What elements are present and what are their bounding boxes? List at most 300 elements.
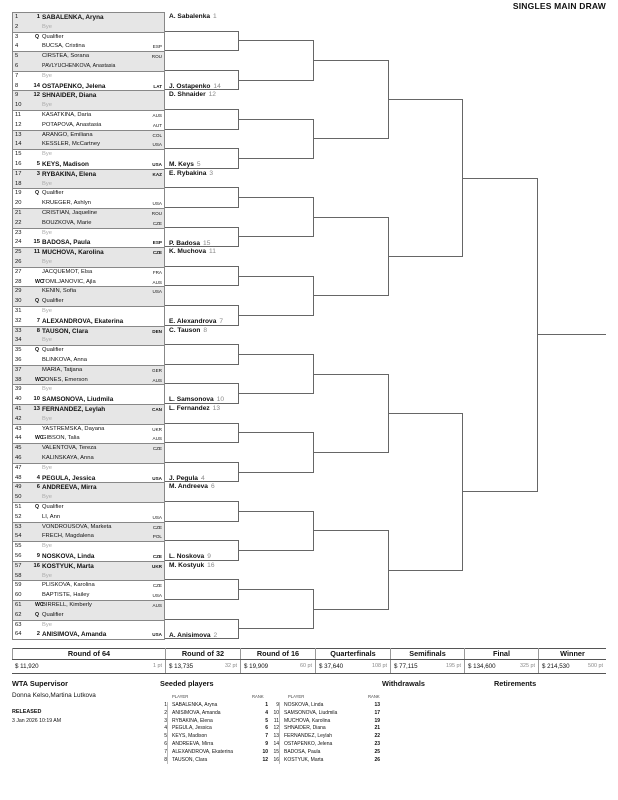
draw-position: 18 bbox=[15, 180, 22, 187]
player-name: Bye bbox=[42, 151, 52, 158]
draw-position: 4 bbox=[15, 43, 19, 50]
country-code: AUS bbox=[152, 377, 162, 383]
bracket-line bbox=[165, 344, 238, 345]
draw-position: 62 bbox=[15, 611, 22, 618]
entry-type: Q bbox=[35, 611, 40, 618]
released-date: 3 Jan 2026 10:19 AM bbox=[12, 718, 62, 724]
draw-player bbox=[13, 121, 164, 130]
seed-index: 11 bbox=[273, 717, 279, 724]
bracket-line bbox=[462, 491, 537, 492]
player-name: RYBAKINA, Elena bbox=[42, 170, 97, 178]
winner-name: A. Anisimova bbox=[169, 631, 211, 639]
seed-player-name: ANISIMOVA, Amanda bbox=[172, 709, 221, 716]
draw-position: 47 bbox=[15, 464, 22, 471]
winner-seed: 12 bbox=[208, 91, 216, 99]
player-name: BOUZKOVA, Marie bbox=[42, 219, 92, 226]
player-name: VONDROUSOVA, Marketa bbox=[42, 523, 112, 530]
round-header: Round of 32 bbox=[165, 648, 240, 659]
seed-rank: 7 bbox=[265, 733, 268, 740]
bracket-line bbox=[313, 452, 388, 453]
player-name: SAMSONOVA, Liudmila bbox=[42, 396, 114, 404]
player-name: Qualifier bbox=[42, 611, 64, 618]
round-of-32-winner bbox=[169, 562, 215, 570]
player-name: TAUSON, Clara bbox=[42, 327, 89, 335]
draw-position: 45 bbox=[15, 445, 22, 452]
draw-position: 55 bbox=[15, 543, 22, 550]
country-code: CZE bbox=[152, 220, 162, 226]
winner-seed: 10 bbox=[216, 396, 225, 404]
seed-rank: 1 bbox=[265, 702, 268, 708]
prize-money: $ 11,920 bbox=[15, 663, 39, 670]
player-name: ARANGO, Emiliana bbox=[42, 131, 93, 138]
draw-player bbox=[13, 552, 164, 561]
draw-player bbox=[13, 562, 164, 572]
round-of-32-winner bbox=[169, 475, 205, 483]
seed-index: 14 bbox=[273, 741, 279, 747]
draw-position: 9 bbox=[15, 92, 19, 99]
seed-row bbox=[272, 749, 384, 757]
prize-money: $ 13,735 bbox=[169, 663, 194, 670]
draw-position: 33 bbox=[15, 327, 22, 334]
round-of-64-column bbox=[12, 12, 165, 640]
prize-money: $ 214,530 bbox=[542, 663, 570, 670]
seed-index: 5 bbox=[160, 733, 168, 741]
seed-number: 3 bbox=[36, 170, 40, 177]
entry-type: WC bbox=[35, 278, 44, 285]
draw-position: 7 bbox=[15, 72, 19, 79]
draw-player bbox=[13, 82, 164, 91]
seed-index: 15 bbox=[273, 748, 279, 755]
bracket-line bbox=[165, 579, 238, 580]
round-prize bbox=[12, 660, 165, 673]
draw-match bbox=[12, 580, 165, 600]
seed-index: 9 bbox=[272, 702, 280, 710]
seed-row bbox=[272, 718, 384, 726]
player-name: Bye bbox=[42, 621, 52, 628]
seed-row bbox=[272, 710, 384, 718]
country-code: USA bbox=[152, 289, 162, 295]
country-code: USA bbox=[152, 632, 162, 638]
draw-player bbox=[13, 611, 164, 620]
country-code: AUS bbox=[152, 279, 162, 285]
draw-position: 1 bbox=[15, 14, 19, 20]
draw-match bbox=[12, 286, 165, 306]
seed-number: 12 bbox=[33, 92, 40, 99]
country-code: USA bbox=[152, 514, 162, 520]
draw-position: 37 bbox=[15, 366, 22, 373]
seed-player-name: NOSKOVA, Linda bbox=[284, 702, 324, 708]
winner-name: L. Fernandez bbox=[169, 405, 210, 412]
draw-position: 39 bbox=[15, 386, 22, 393]
player-name: KALINSKAYA, Anna bbox=[42, 454, 94, 461]
draw-match bbox=[12, 306, 165, 326]
draw-player bbox=[13, 101, 164, 110]
player-name: Bye bbox=[42, 572, 52, 579]
draw-match bbox=[12, 561, 165, 581]
draw-player bbox=[13, 131, 164, 141]
seed-rank: 17 bbox=[374, 709, 380, 716]
seed-rank: 21 bbox=[374, 725, 380, 732]
player-name: Bye bbox=[42, 308, 52, 314]
draw-match bbox=[12, 404, 165, 424]
seed-player-name: OSTAPENKO, Jelena bbox=[284, 741, 333, 747]
bracket-line bbox=[388, 99, 462, 100]
draw-position: 17 bbox=[15, 170, 22, 177]
bracket-line bbox=[388, 256, 462, 257]
seed-player-name: ANDREEVA, Mirra bbox=[172, 741, 214, 747]
draw-position: 22 bbox=[15, 219, 22, 226]
winner-name: L. Samsonova bbox=[169, 396, 214, 404]
player-name: GIBSON, Talia bbox=[42, 435, 80, 442]
draw-player bbox=[13, 493, 164, 502]
draw-player bbox=[13, 376, 164, 385]
supervisor-names: Donna Kelso,Martina Lutkova bbox=[12, 692, 96, 699]
prize-money-table bbox=[12, 648, 606, 674]
draw-match bbox=[12, 90, 165, 110]
draw-player bbox=[13, 621, 164, 631]
winner-seed: 3 bbox=[209, 169, 214, 177]
ranking-points: 1 pt bbox=[153, 663, 162, 669]
seed-player-name: SHNAIDER, Diana bbox=[284, 725, 326, 732]
seed-rank: 10 bbox=[262, 748, 268, 755]
country-code: USA bbox=[152, 201, 162, 207]
player-name: OSTAPENKO, Jelena bbox=[42, 82, 106, 90]
round-prize bbox=[538, 660, 606, 673]
draw-match bbox=[12, 149, 165, 169]
draw-player bbox=[13, 385, 164, 395]
prize-money: $ 37,640 bbox=[319, 663, 344, 670]
draw-position: 24 bbox=[15, 239, 22, 246]
player-name: Bye bbox=[42, 258, 52, 265]
player-name: FERNANDEZ, Leylah bbox=[42, 406, 106, 413]
winner-name: M. Kostyuk bbox=[169, 561, 205, 569]
player-name: MARIA, Tatjana bbox=[42, 366, 83, 373]
country-code: CZE bbox=[152, 524, 162, 530]
rank-col-header: RANK bbox=[368, 694, 380, 699]
draw-position: 54 bbox=[15, 533, 22, 540]
seed-player-name: PEGULA, Jessica bbox=[172, 725, 212, 732]
draw-match bbox=[12, 541, 165, 561]
round-of-32-winner bbox=[169, 248, 216, 256]
bracket-line bbox=[165, 227, 238, 228]
draw-player bbox=[13, 523, 164, 533]
draw-position: 51 bbox=[15, 504, 22, 510]
winner-seed: 13 bbox=[212, 405, 221, 412]
bracket-line bbox=[238, 628, 313, 629]
round-header: Semifinals bbox=[390, 648, 464, 659]
seed-number: 4 bbox=[36, 474, 40, 481]
draw-match bbox=[12, 32, 165, 52]
draw-position: 56 bbox=[15, 552, 22, 559]
seed-number: 16 bbox=[33, 562, 40, 569]
player-name: FRECH, Magdalena bbox=[42, 533, 94, 540]
country-code: FRA bbox=[152, 269, 162, 275]
draw-position: 6 bbox=[15, 62, 19, 69]
player-name: VALENTOVA, Tereza bbox=[42, 445, 97, 452]
player-name: Bye bbox=[42, 337, 52, 344]
player-name: NOSKOVA, Linda bbox=[42, 552, 95, 560]
draw-match bbox=[12, 522, 165, 542]
seed-index: 2 bbox=[160, 710, 168, 718]
draw-player bbox=[13, 336, 164, 345]
entry-type: Q bbox=[35, 298, 40, 305]
seed-rank: 26 bbox=[374, 756, 380, 763]
player-name: PEGULA, Jessica bbox=[42, 474, 96, 482]
draw-player bbox=[13, 434, 164, 443]
seed-row bbox=[272, 757, 384, 765]
player-name: SABALENKA, Aryna bbox=[42, 14, 104, 21]
draw-position: 40 bbox=[15, 396, 22, 403]
prize-money: $ 19,909 bbox=[244, 663, 269, 670]
bracket-line bbox=[238, 472, 313, 473]
player-name: PLISKOVA, Karolina bbox=[42, 582, 95, 589]
seed-row bbox=[160, 741, 272, 749]
winner-seed: 8 bbox=[203, 326, 208, 334]
country-code: ROU bbox=[151, 211, 162, 216]
draw-position: 12 bbox=[15, 121, 22, 128]
player-name: CIRSTEA, Sorana bbox=[42, 53, 90, 60]
draw-player bbox=[13, 42, 164, 51]
bracket-line bbox=[313, 295, 388, 296]
draw-player bbox=[13, 483, 164, 493]
bracket-line bbox=[313, 217, 388, 218]
player-name: Qualifier bbox=[42, 347, 64, 354]
seed-rank: 5 bbox=[265, 717, 268, 724]
seed-row bbox=[160, 718, 272, 726]
draw-position: 15 bbox=[15, 151, 22, 158]
round-of-32-winner bbox=[169, 327, 207, 335]
draw-match bbox=[12, 502, 165, 522]
winner-name: E. Alexandrova bbox=[169, 318, 217, 325]
seed-row bbox=[272, 733, 384, 741]
seed-row bbox=[160, 710, 272, 718]
player-name: Bye bbox=[42, 72, 52, 79]
player-name: Bye bbox=[42, 464, 52, 471]
draw-player bbox=[13, 581, 164, 591]
draw-position: 42 bbox=[15, 415, 22, 422]
draw-player bbox=[13, 317, 164, 326]
winner-name: K. Muchova bbox=[169, 248, 207, 256]
seeded-heading: Seeded players bbox=[160, 679, 214, 688]
bracket-line bbox=[165, 462, 238, 463]
draw-position: 19 bbox=[15, 190, 22, 197]
draw-position: 13 bbox=[15, 131, 22, 138]
draw-match bbox=[12, 188, 165, 208]
bracket-line bbox=[165, 540, 238, 541]
draw-match bbox=[12, 482, 165, 502]
draw-position: 64 bbox=[15, 631, 22, 638]
seed-rank: 4 bbox=[265, 709, 268, 716]
player-name: Qualifier bbox=[42, 298, 64, 305]
draw-player bbox=[13, 405, 164, 415]
draw-position: 29 bbox=[15, 288, 22, 295]
bracket-line bbox=[388, 570, 462, 571]
bracket-line bbox=[313, 374, 388, 375]
seed-row bbox=[160, 702, 272, 710]
draw-position: 60 bbox=[15, 592, 22, 599]
player-name: PAVLYUCHENKOVA, Anastasia bbox=[42, 62, 116, 69]
country-code: AUS bbox=[152, 113, 162, 118]
player-name: Bye bbox=[42, 229, 52, 236]
released-label: RELEASED bbox=[12, 709, 42, 715]
bracket-line bbox=[165, 285, 238, 286]
draw-position: 31 bbox=[15, 308, 22, 314]
winner-seed: 6 bbox=[210, 483, 215, 491]
seed-player-name: BADOSA, Paula bbox=[284, 748, 321, 755]
seed-number: 6 bbox=[36, 484, 40, 491]
winner-seed: 7 bbox=[219, 318, 224, 325]
seed-index: 10 bbox=[273, 709, 279, 716]
draw-match bbox=[12, 600, 165, 620]
draw-match bbox=[12, 110, 165, 130]
country-code: AUT bbox=[152, 122, 162, 128]
draw-player bbox=[13, 229, 164, 239]
draw-player bbox=[13, 356, 164, 365]
bracket-line bbox=[165, 305, 238, 306]
draw-position: 11 bbox=[15, 112, 22, 118]
bracket-line bbox=[388, 413, 462, 414]
seed-number: 11 bbox=[33, 249, 40, 256]
bracket-line bbox=[165, 207, 238, 208]
draw-player bbox=[13, 52, 164, 62]
winner-seed: 2 bbox=[213, 631, 218, 639]
draw-player bbox=[13, 72, 164, 82]
seed-player-name: ALEXANDROVA, Ekaterina bbox=[172, 748, 234, 755]
draw-player bbox=[13, 62, 164, 71]
seed-rank: 19 bbox=[374, 717, 380, 724]
round-prize bbox=[165, 660, 240, 673]
player-name: POTAPOVA, Anastasia bbox=[42, 121, 102, 128]
bracket-line bbox=[238, 119, 313, 120]
draw-position: 35 bbox=[15, 347, 22, 354]
seed-number: 7 bbox=[36, 317, 40, 324]
seed-rank: 6 bbox=[265, 725, 268, 732]
player-name: KEYS, Madison bbox=[42, 160, 89, 168]
winner-name: J. Ostapenko bbox=[169, 82, 211, 90]
draw-player bbox=[13, 238, 164, 247]
bracket-line bbox=[238, 589, 313, 590]
draw-player bbox=[13, 248, 164, 258]
seed-index: 8 bbox=[160, 757, 168, 765]
player-name: BAPTISTE, Hailey bbox=[42, 592, 90, 599]
bracket-line bbox=[165, 521, 238, 522]
draw-player bbox=[13, 601, 164, 611]
draw-position: 50 bbox=[15, 494, 22, 501]
seed-number: 1 bbox=[36, 14, 40, 20]
draw-position: 27 bbox=[15, 268, 22, 275]
seed-row bbox=[160, 733, 272, 741]
draw-position: 46 bbox=[15, 454, 22, 461]
player-name: Bye bbox=[42, 23, 52, 30]
winner-name: A. Sabalenka bbox=[169, 13, 211, 20]
draw-player bbox=[13, 297, 164, 306]
round-of-32-winner bbox=[169, 91, 216, 99]
draw-player bbox=[13, 444, 164, 454]
draw-player bbox=[13, 454, 164, 463]
player-name: KENIN, Sofia bbox=[42, 288, 77, 295]
entry-type: Q bbox=[35, 190, 40, 197]
draw-position: 21 bbox=[15, 210, 22, 216]
country-code: AUS bbox=[152, 603, 162, 608]
draw-player bbox=[13, 150, 164, 160]
draw-player bbox=[13, 287, 164, 297]
bracket-line bbox=[165, 599, 238, 600]
round-prize bbox=[240, 660, 315, 673]
draw-player bbox=[13, 91, 164, 101]
draw-player bbox=[13, 160, 164, 169]
draw-position: 3 bbox=[15, 33, 19, 40]
draw-player bbox=[13, 209, 164, 219]
round-of-32-winner bbox=[169, 83, 221, 91]
player-name: Qualifier bbox=[42, 190, 64, 197]
player-name: ANISIMOVA, Amanda bbox=[42, 631, 107, 639]
player-col-header: PLAYER bbox=[172, 694, 189, 699]
draw-match bbox=[12, 620, 165, 640]
player-name: BLINKOVA, Anna bbox=[42, 356, 88, 363]
seed-number: 2 bbox=[36, 631, 40, 638]
player-name: JONES, Emerson bbox=[42, 376, 88, 383]
seed-index: 7 bbox=[160, 749, 168, 757]
round-header: Round of 64 bbox=[12, 648, 165, 659]
bracket-line bbox=[238, 511, 313, 512]
player-name: KASATKINA, Daria bbox=[42, 112, 92, 118]
draw-player bbox=[13, 346, 164, 356]
draw-position: 36 bbox=[15, 356, 22, 363]
round-header: Quarterfinals bbox=[315, 648, 390, 659]
bracket-line bbox=[165, 442, 238, 443]
draw-player bbox=[13, 307, 164, 317]
seed-player-name: RYBAKINA, Elena bbox=[172, 717, 213, 724]
draw-player bbox=[13, 513, 164, 522]
draw-position: 38 bbox=[15, 376, 22, 383]
draw-match bbox=[12, 326, 165, 346]
round-header: Round of 16 bbox=[240, 648, 315, 659]
winner-name: D. Shnaider bbox=[169, 91, 206, 99]
player-name: Qualifier bbox=[42, 33, 64, 40]
draw-player bbox=[13, 630, 164, 639]
round-of-32-winner bbox=[169, 161, 201, 169]
country-code: AUS bbox=[152, 436, 162, 442]
rank-col-header: RANK bbox=[252, 694, 264, 699]
winner-name: C. Tauson bbox=[169, 326, 201, 334]
draw-position: 57 bbox=[15, 562, 22, 569]
draw-player bbox=[13, 180, 164, 189]
player-name: BUCSA, Cristina bbox=[42, 43, 85, 50]
winner-seed: 4 bbox=[200, 474, 205, 482]
draw-player bbox=[13, 415, 164, 424]
round-of-32-winner bbox=[169, 240, 210, 248]
round-header: Final bbox=[464, 648, 538, 659]
round-prize bbox=[390, 660, 464, 673]
draw-match bbox=[12, 267, 165, 287]
bracket-line bbox=[165, 187, 238, 188]
draw-match bbox=[12, 208, 165, 228]
country-code: CZE bbox=[152, 583, 162, 589]
bracket-line bbox=[313, 138, 388, 139]
draw-match bbox=[12, 345, 165, 365]
draw-position: 26 bbox=[15, 258, 22, 265]
draw-match bbox=[12, 384, 165, 404]
draw-match bbox=[12, 51, 165, 71]
seed-index: 16 bbox=[273, 756, 279, 763]
prize-money: $ 77,115 bbox=[394, 663, 418, 670]
country-code: KAZ bbox=[152, 171, 162, 177]
country-code: CZE bbox=[152, 553, 162, 559]
seed-number: 10 bbox=[33, 396, 40, 403]
draw-player bbox=[13, 474, 164, 483]
seeds-header bbox=[160, 693, 384, 701]
draw-match bbox=[12, 228, 165, 248]
